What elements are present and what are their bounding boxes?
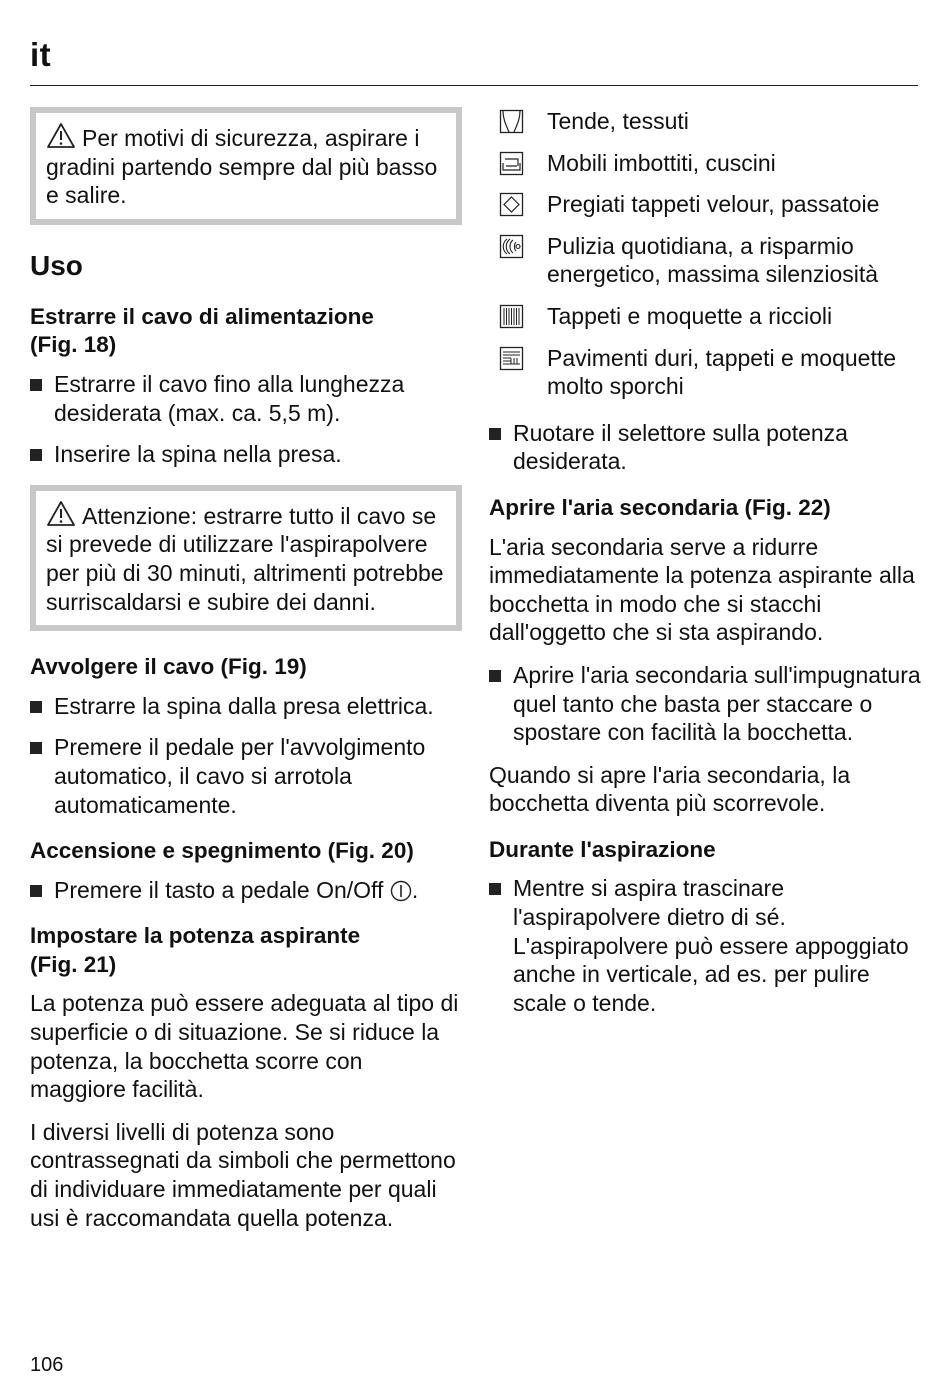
language-code: it xyxy=(30,36,52,73)
warning-box-stairs xyxy=(30,107,462,225)
heading-during: Durante l'aspirazione xyxy=(489,836,716,862)
list-item: Premere il pedale per l'avvolgimento automatico, il cavo si arrotola automaticamente. xyxy=(30,733,462,819)
heading-cable-in: Avvolgere il cavo (Fig. 19) xyxy=(30,654,307,680)
section-title-uso: Uso xyxy=(30,249,83,281)
hard-floor-icon xyxy=(499,346,524,371)
list-item: Estrarre la spina dalla presa elettrica. xyxy=(30,692,462,721)
warning-cable-text: Attenzione: estrarre tutto il cavo se si prevede di utilizzare l'aspirapolvere per più di 30 minuti, altrimenti potrebbe surriscaldarsi e subire dei danni. xyxy=(46,502,444,615)
list-item: Inserire la spina nella presa. xyxy=(30,440,462,469)
curtain-icon xyxy=(499,109,524,134)
warning-triangle-icon xyxy=(46,122,76,149)
list-item: Ruotare il selettore sulla potenza desiderata. xyxy=(489,419,921,476)
list-item: Aprire l'aria secondaria sull'impugnatura quel tanto che basta per staccare o spostare con facilità la bocchetta. xyxy=(489,661,921,747)
symbol-row-hard-floor: Pavimenti duri, tappeti e moquette molto sporchi xyxy=(489,344,921,401)
list-item: Premere il tasto a pedale On/Off . xyxy=(30,876,462,905)
paragraph-secondary-air: L'aria secondaria serve a ridurre immediatamente la potenza aspirante alla bocchetta in modo che si stacchi dall'oggetto che si sta aspirando. xyxy=(489,533,915,646)
symbol-row-curtains: Tende, tessuti xyxy=(489,107,921,136)
quiet-mode-icon xyxy=(499,234,524,259)
list-item: Estrarre il cavo fino alla lunghezza desiderata (max. ca. 5,5 m). xyxy=(30,370,462,427)
heading-power: Accensione e spegnimento (Fig. 20) xyxy=(30,838,414,864)
heading-suction: Impostare la potenza aspirante (Fig. 21) xyxy=(30,923,361,977)
bullet-square-icon xyxy=(489,883,501,895)
list-item: Mentre si aspira trascinare l'aspirapolvere dietro di sé. L'aspirapolvere può essere appoggiato anche in verticale, ad es. per pulire scale o tende. xyxy=(489,874,921,1017)
bullet-square-icon xyxy=(30,885,42,897)
warning-box-cable xyxy=(30,485,462,631)
left-column xyxy=(30,107,462,1246)
right-column xyxy=(489,107,921,1030)
warning-stairs-text: Per motivi di sicurezza, aspirare i gradini partendo sempre dal più basso e salire. xyxy=(46,125,438,209)
symbol-row-loop-carpet: Tappeti e moquette a riccioli xyxy=(489,302,921,331)
bullet-square-icon xyxy=(30,742,42,754)
paragraph-suction-1: La potenza può essere adeguata al tipo di superficie o di situazione. Se si riduce la potenza, la bocchetta scorre con maggiore facilità. xyxy=(30,990,459,1103)
paragraph-suction-2: I diversi livelli di potenza sono contrassegnati da simboli che permettono di individuare immediatamente per quali usi è raccomandata quella potenza. xyxy=(30,1118,456,1231)
symbol-row-upholstery: Mobili imbottiti, cuscini xyxy=(489,149,921,178)
symbol-row-velour: Pregiati tappeti velour, passatoie xyxy=(489,190,921,219)
bullet-square-icon xyxy=(489,428,501,440)
power-onoff-icon xyxy=(390,880,412,902)
bullet-square-icon xyxy=(489,670,501,682)
loop-carpet-icon xyxy=(499,304,524,329)
bullet-square-icon xyxy=(30,379,42,391)
velour-rug-icon xyxy=(499,192,524,217)
symbol-row-quiet: Pulizia quotidiana, a risparmio energetico, massima silenziosità xyxy=(489,232,921,289)
page-number: 106 xyxy=(30,1354,64,1376)
armchair-icon xyxy=(499,151,524,176)
warning-triangle-icon xyxy=(46,500,76,527)
bullet-square-icon xyxy=(30,449,42,461)
heading-secondary-air: Aprire l'aria secondaria (Fig. 22) xyxy=(489,494,831,520)
header-rule xyxy=(30,85,918,86)
heading-cable-out: Estrarre il cavo di alimentazione (Fig. 18) xyxy=(30,303,374,358)
paragraph-secondary-air-2: Quando si apre l'aria secondaria, la bocchetta diventa più scorrevole. xyxy=(489,761,851,817)
bullet-square-icon xyxy=(30,701,42,713)
